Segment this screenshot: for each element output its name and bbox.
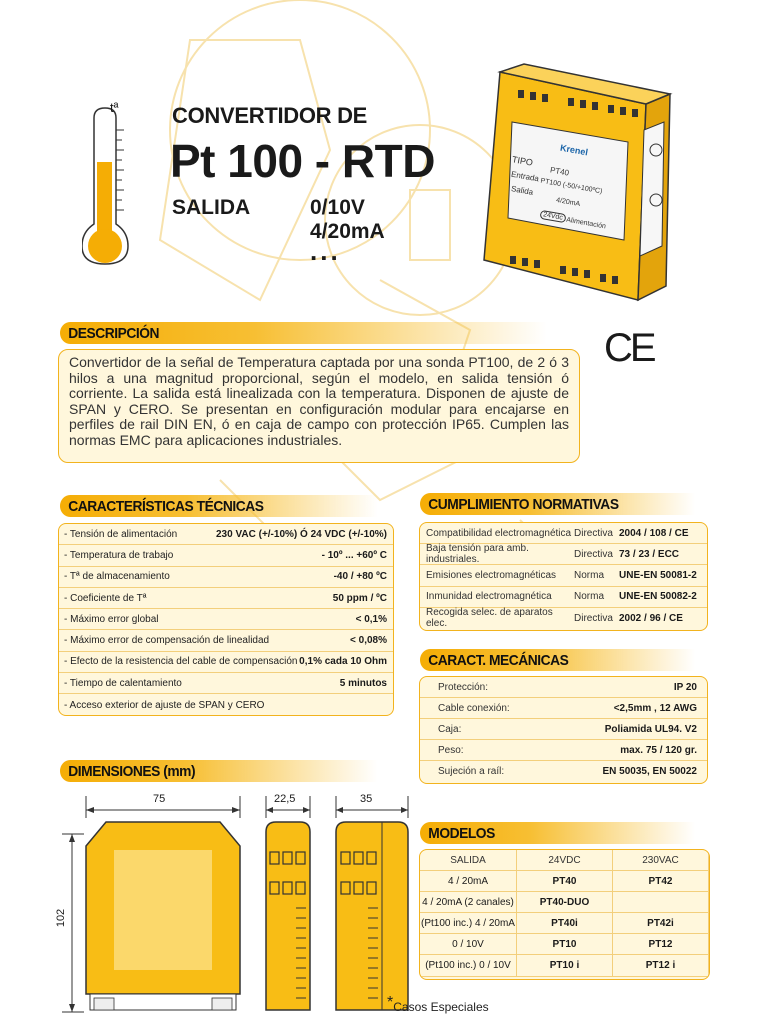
modelos-heading: MODELOS <box>420 822 695 844</box>
table-row <box>420 523 707 544</box>
table-row <box>420 761 707 782</box>
row-value: 0,1% cada 10 Ohm <box>299 656 387 668</box>
row-label: Caja: <box>438 723 462 735</box>
row-label: - Tiempo de calentamiento <box>64 677 182 689</box>
row-value: 230 VAC (+/-10%) Ó 24 VDC (+/-10%) <box>216 528 387 540</box>
table-cell: 0 / 10V <box>420 934 517 955</box>
descripcion-heading: DESCRIPCIÓN <box>60 322 547 344</box>
row-value: -40 / +80 ºC <box>333 571 387 583</box>
table-row <box>59 545 393 566</box>
table-cell: PT40-DUO <box>517 892 613 913</box>
row-label: - Coeficiente de Tª <box>64 592 147 604</box>
table-cell: PT12 i <box>613 955 709 976</box>
table-row <box>59 652 393 673</box>
norm-type: Norma <box>574 569 605 581</box>
norm-code: UNE-EN 50082-2 <box>619 591 697 603</box>
norm-type: Directiva <box>574 612 613 624</box>
table-row <box>59 630 393 651</box>
product-supply-label: Alimentación <box>565 216 607 231</box>
dim-width-front: 75 <box>153 793 166 805</box>
row-label: - Efecto de la resistencia del cable de compensación <box>64 656 298 668</box>
norm-type: Directiva <box>574 548 613 560</box>
footnote <box>387 994 489 1016</box>
table-cell: 4 / 20mA <box>420 871 517 892</box>
normativas-table <box>419 522 708 631</box>
normativas-heading: CUMPLIMIENTO NORMATIVAS <box>420 493 695 515</box>
table-row <box>420 677 707 698</box>
table-row <box>420 544 707 565</box>
row-label: - Acceso exterior de ajuste de SPAN y CERO <box>64 699 265 711</box>
norm-code: 2004 / 108 / CE <box>619 527 689 539</box>
product-salida-value: 4/20mA <box>555 196 581 209</box>
row-value: < 0,08% <box>350 635 387 647</box>
table-cell <box>613 892 709 913</box>
ce-mark: CE <box>604 326 654 370</box>
table-cell: PT42i <box>613 913 709 934</box>
table-row <box>59 609 393 630</box>
table-row <box>59 673 393 694</box>
row-value: <2,5mm , 12 AWG <box>613 702 697 714</box>
mecanicas-heading: CARACT. MECÁNICAS <box>420 649 695 671</box>
table-row <box>420 698 707 719</box>
table-row <box>420 608 707 629</box>
norm-name: Inmunidad electromagnética <box>426 591 552 603</box>
modelos-table <box>419 849 710 980</box>
table-row <box>420 565 707 586</box>
product-supply: 24Vdc <box>539 210 566 223</box>
salida-label: SALIDA <box>172 196 251 219</box>
norm-type: Directiva <box>574 527 613 539</box>
row-value: - 10º ... +60º C <box>321 549 387 561</box>
row-value: 5 minutos <box>339 677 387 689</box>
norm-code: UNE-EN 50081-2 <box>619 569 697 581</box>
column-header: SALIDA <box>420 850 517 871</box>
table-row <box>59 694 393 715</box>
norm-name: Baja tensión para amb. industriales. <box>426 543 529 566</box>
table-cell: PT12 <box>613 934 709 955</box>
descripcion-box <box>58 349 580 463</box>
title-line1: CONVERTIDOR DE <box>172 103 368 128</box>
row-value: 50 ppm / ºC <box>332 592 387 604</box>
row-label: - Tª de almacenamiento <box>64 571 170 583</box>
row-label: Sujeción a raíl: <box>438 766 505 777</box>
norm-type: Norma <box>574 591 605 603</box>
row-value: IP 20 <box>673 681 697 693</box>
mecanicas-table <box>419 676 708 784</box>
table-cell: (Pt100 inc.) 4 / 20mA <box>420 913 517 934</box>
row-label: - Máximo error de compensación de linealidad <box>64 635 270 647</box>
caracteristicas-heading: CARACTERÍSTICAS TÉCNICAS <box>60 495 377 517</box>
table-cell: PT40 <box>517 871 613 892</box>
table-row <box>59 524 393 545</box>
dim-width-side1: 22,5 <box>274 793 296 805</box>
descripcion-text: Convertidor de la señal de Temperatura captada por una sonda PT100, de 2 ó 3 hilos a una magnitud proporcional, según el modelo, en salida tensión ó corriente. La salida está linealizada con la temperatura. Disponen de ajuste de SPAN y CERO. Se presentan en configuración modular para encajarse en perfiles de rail DIN EN, ó en caja de campo con protección IP65. Cumplen las normas EMC para aplicaciones industriales. <box>69 354 569 448</box>
dim-height: 102 <box>55 908 68 928</box>
table-cell: PT10 <box>517 934 613 955</box>
column-header: 230VAC <box>613 850 709 871</box>
dimensions-drawing <box>48 788 420 1024</box>
product-entrada-value: PT100 (-50/+100ºC) <box>539 177 603 196</box>
row-value: < 0,1% <box>355 613 387 625</box>
output-ellipsis: ... <box>310 236 341 266</box>
thermometer-icon <box>82 100 138 270</box>
row-label: - Máximo error global <box>64 613 159 625</box>
table-row <box>59 567 393 588</box>
norm-name: Compatibilidad electromagnética <box>426 527 572 539</box>
row-label: - Temperatura de trabajo <box>64 549 174 561</box>
table-row <box>420 719 707 740</box>
table-cell: (Pt100 inc.) 0 / 10V <box>420 955 517 976</box>
dim-width-side2: 35 <box>360 793 373 805</box>
norm-code: 73 / 23 / ECC <box>619 548 680 560</box>
norm-name: Recogida selec. de aparatos elec. <box>426 607 553 630</box>
product-tipo-value: PT40 <box>549 165 570 178</box>
column-header: 24VDC <box>517 850 613 871</box>
footnote-text: Casos Especiales <box>393 1000 489 1014</box>
table-cell: 4 / 20mA (2 canales) <box>420 892 517 913</box>
product-tipo-label: TIPO <box>511 154 534 168</box>
row-value: EN 50035, EN 50022 <box>602 766 697 777</box>
product-entrada-label: Entrada <box>510 169 540 184</box>
table-cell: PT10 i <box>517 955 613 976</box>
table-cell: PT40i <box>517 913 613 934</box>
output-current: 4/20mA <box>310 220 385 243</box>
thermometer-label: tª <box>110 100 119 115</box>
output-voltage: 0/10V <box>310 196 365 219</box>
norm-name: Emisiones electromagnéticas <box>426 569 557 581</box>
caracteristicas-table <box>58 523 394 716</box>
norm-code: 2002 / 96 / CE <box>619 612 683 624</box>
table-cell: PT42 <box>613 871 709 892</box>
row-label: Peso: <box>438 744 464 756</box>
product-brand: Krenel <box>559 142 589 158</box>
row-value: max. 75 / 120 gr. <box>620 744 697 756</box>
table-row <box>59 588 393 609</box>
dimensiones-heading: DIMENSIONES (mm) <box>60 760 377 782</box>
row-value: Poliamida UL94. V2 <box>604 723 697 735</box>
footnote-star: * <box>387 994 394 1011</box>
row-label: Protección: <box>438 681 489 693</box>
row-label: Cable conexión: <box>438 702 510 714</box>
product-salida-label: Salida <box>510 184 534 197</box>
table-row <box>420 587 707 608</box>
title-line2: Pt 100 - RTD <box>170 135 435 187</box>
row-label: - Tensión de alimentación <box>64 528 178 540</box>
table-row <box>420 740 707 761</box>
